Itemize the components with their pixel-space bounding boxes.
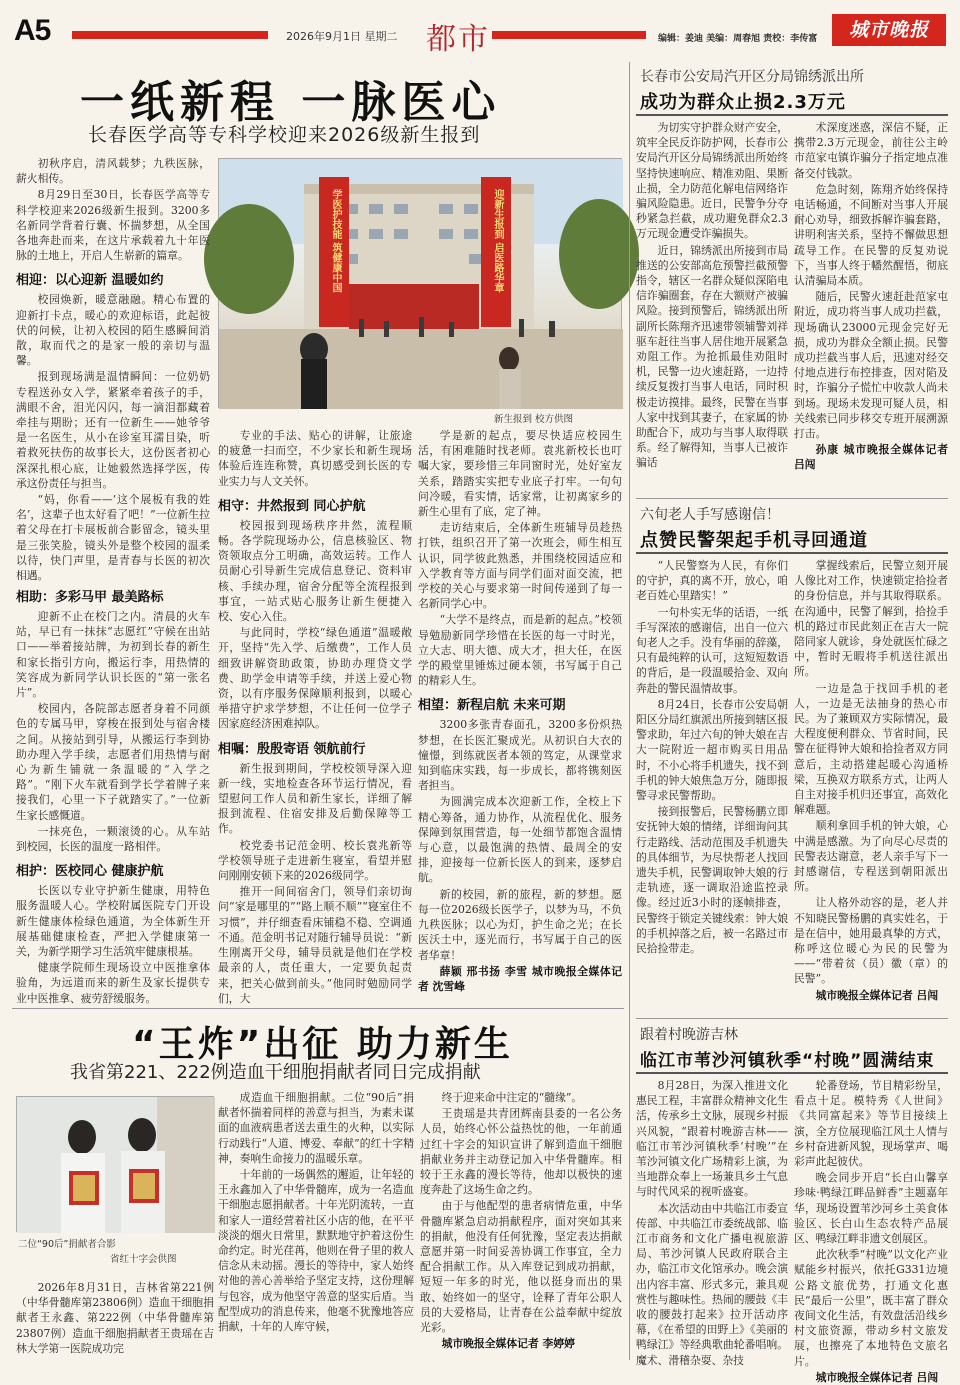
paragraph: 校园焕新，暖意融融。精心布置的迎新打卡点，暖心的欢迎标语，此起彼伏的问候，让初入校园的陌生感瞬间消散，取而代之的是家一般的亲切与温馨。 bbox=[16, 293, 210, 368]
subheading: 相嘱：殷殷寄语 领航前行 bbox=[218, 741, 366, 757]
paragraph: 王贵瑶是共青团辉南县委的一名公务人员，始终心怀公益热忱的他，一年前通过红十字会的知识宣讲了解到造血干细胞捐献业务并主动登记加入中华骨髓库。相较于王永鑫的漫长等待，他却以极快的速度奔赴了这场生命之约。 bbox=[420, 1107, 622, 1197]
section-name: 都市 bbox=[426, 22, 490, 57]
main-photo-caption: 新生报到 校方供图 bbox=[494, 414, 574, 425]
paragraph: 让人格外动容的是，老人并不知晓民警杨鹏的真实姓名，于是在信中，她用最真挚的方式，称呼这位暖心为民的民警为——“带着贫（员）徽（章）的民警”。 bbox=[794, 896, 948, 986]
paragraph: 十年前的一场偶然的邂逅，让年轻的王永鑫加入了中华骨髓库，成为一名造血干细胞志愿捐献者。十年光阴流转，一直和家人一道经营着社区小店的他，在平平淡淡的烟火日常里，默默地守护着这份生命约定。时光荏苒，他则在骨子里的救人信念从未动摇。漫长的等待中，家人始终对他的善心善举给予坚定支持，这份理解与包容，成为他坚守善意的坚实后盾。当配型成功的消息传来，他毫不犹豫地答应捐献，十年的人库守候， bbox=[218, 1168, 414, 1334]
subheading: 相守：井然报到 同心护航 bbox=[218, 498, 366, 514]
divider bbox=[636, 1018, 948, 1019]
bottom-photo-credit: 省红十字会供图 bbox=[110, 1254, 177, 1265]
main-column-1 bbox=[16, 156, 210, 596]
right1-kicker: 长春市公安局汽开区分局锦绣派出所 bbox=[640, 69, 864, 85]
paragraph: 终于迎来命中注定的“髓缘”。 bbox=[441, 1091, 583, 1104]
paragraph: 新生报到期间，学校校领导深入迎新一线，实地检查各环节运行情况，看望慰问工作人员和新生家长，详细了解报到流程、住宿安排及后勤保障等工作。 bbox=[218, 761, 412, 836]
byline: 城市晚报全媒体记者 李婷婷 bbox=[441, 1337, 575, 1351]
paragraph: 顺利拿回手机的钟大娘，心中满是感激。为了向尽心尽责的民警表达谢意，老人亲手写下一封感谢信，专程送到朝阳派出所。 bbox=[794, 819, 948, 894]
right1-column-b bbox=[794, 120, 948, 492]
paragraph: 一抹亮色，一颗滚烫的心。从车站到校园，长医的温度一路相伴。 bbox=[16, 824, 210, 854]
campus-photo-illustration bbox=[219, 159, 623, 409]
main-headline: 一纸新程 一脉医心 bbox=[80, 77, 502, 128]
paragraph: 健康学院师生现场设立中医推拿体验角，为远道而来的新生及家长提供专业中医推拿、疲劳舒缓服务。 bbox=[16, 961, 210, 1005]
paragraph: 推开一间间宿舍门，领导们亲切询问“家是哪里的”“路上顺不顺”“寝室住不习惯”，并仔细查看床铺稳不稳、空调通不通。范金明书记对随行辅导员说：“新生刚离开父母，辅导员就是他们在学校最亲的人，责任重大，一定要负起责来，把关心做到前头。”他同时勉励同学们，大 bbox=[218, 885, 412, 1005]
bottom-headline: “王炸”出征 助力新生 bbox=[132, 1024, 513, 1065]
byline: 城市晚报全媒体记者 吕闯 bbox=[815, 1370, 939, 1384]
page-header bbox=[0, 0, 960, 60]
paragraph: 随后，民警火速赶赴范家屯附近，成功将当事人成功拦截，现场确认23000元现金完好无损，成功为群众全额止损。民警成功拦截当事人后，迅速对经交付地点进行布控排查，因对陷及时，诈骗分子慌忙中收款人尚未到场。现场未发现可疑人员，相关线索已同步移交专班开展溯源打击。 bbox=[794, 290, 948, 441]
bottom-column-1 bbox=[16, 1280, 214, 1360]
column-divider bbox=[629, 62, 630, 1360]
paragraph: 新的校园，新的旅程，新的梦想。愿每一位2026级长医学子，以梦为马，不负九秩医脉；以心为灯，护生命之光；在长医沃土中，逐光而行，书写属于自己的医者华章！ bbox=[418, 887, 622, 962]
banner-left: 学医护技能 筑健康中国 bbox=[330, 189, 341, 293]
paragraph: 为切实守护群众财产安全，筑牢全民反诈防护网，长春市公安局汽开区分局锦绣派出所始终坚持快速响应、精准劝阻、果断止损，全力防范化解电信网络诈骗风险隐患。近日，民警争分夺秒紧急拦截，成功避免群众2.3万元现金遭受诈骗损失。 bbox=[636, 121, 788, 241]
subheading: 相迎：以心迎新 温暖如约 bbox=[16, 273, 164, 289]
paragraph: 8月28日，为深入推进文化惠民工程，丰富群众精神文化生活，传承乡土文脉，展现乡村振兴风貌，“跟着村晚游吉林——临江市苇沙河镇秋季‘村晚’”在苇沙河镇文化广场精彩上演，为当地群众奉上一场兼具乡土气息与时代风采的视听盛宴。 bbox=[636, 1079, 788, 1199]
subheading: 相护：医校同心 健康护航 bbox=[16, 864, 164, 880]
right1-headline: 成功为群众止损2.3万元 bbox=[640, 92, 846, 113]
donors-photo-illustration bbox=[17, 1097, 215, 1233]
right2-kicker: 六旬老人手写感谢信！ bbox=[640, 507, 780, 523]
paragraph: 此次秋季“村晚”以文化产业赋能乡村振兴，依托G331边境公路文旅优势，打通文化惠民“最后一公里”，既丰富了群众夜间文化生活，有效盘活沿线乡村文旅资源，带动乡村文旅发展，也擦亮了本地特色文旅名片。 bbox=[794, 1248, 948, 1368]
paragraph: 晚会同步开启“长白山馨享珍味·鸭绿江畔品鲜香”主题嘉年华，现场设置苇沙河乡土美食体验区、长白山生态农特产品展区、鸭绿江畔非遗文创展区。 bbox=[794, 1171, 948, 1246]
header-red-bar-right bbox=[492, 31, 646, 39]
paragraph: 掌握线索后，民警立刻开展人像比对工作，快速锁定拾捡者的身份信息，并与其取得联系。在沟通中，民警了解到，拾捡手机的路过市民此刻正在吉大一院陪同家人就诊，身处就医忙碌之中，暂时无暇将手机送往派出所。 bbox=[794, 559, 948, 679]
paragraph: “大学不是终点，而是新的起点。”校领导勉励新同学珍惜在长医的每一寸时光，立大志、明大德、成大才，担大任，在医学的殿堂里锤炼过硬本领，书写属于自己的精彩人生。 bbox=[418, 613, 622, 688]
paragraph: 专业的手法、贴心的讲解，让旅途的疲惫一扫而空，不少家长和新生现场体验后连连称赞，真切感受到长医的专业实力与人文关怀。 bbox=[218, 429, 412, 488]
right2-column-b bbox=[794, 558, 948, 1018]
newspaper-logo: 城市晚报 bbox=[832, 14, 946, 46]
byline: 薛颖 邢书扬 李雪 城市晚报全媒体记者 沈雪峰 bbox=[418, 964, 622, 993]
editor-credits: 编辑：姜迪 美编：周春旭 责校：李传富 bbox=[658, 34, 818, 44]
right2-column-a bbox=[636, 558, 788, 1018]
issue-date: 2026年9月1日 星期二 bbox=[286, 30, 398, 43]
bottom-photo-caption: 二位“90后”捐献者合影 bbox=[18, 1239, 116, 1250]
paragraph: “妈，你看——‘这个展板有我的姓名’，这辈子也太好看了吧！”一位新生拉着父母在打卡展板前合影留念，镜头里是三张笑脸，镜头外是整个校园的温柔以待，快门声里，是青春与长医的初次相遇。 bbox=[16, 493, 210, 583]
paragraph: 迎新不止在校门之内。清晨的火车站，早已有一抹抹“志愿红”守候在出站口——举着接站牌，为初到长春的新生和家长指引方向，搬运行李，用热情的笑容成为新同学认识长医的“第一张名片”。 bbox=[16, 610, 210, 700]
byline: 孙康 城市晚报全媒体记者 吕闯 bbox=[794, 443, 948, 472]
paragraph: 与此同时，学校“绿色通道”温暖敞开，坚持“先入学、后缴费”，工作人员细致讲解资助政策，协助办理贷文学费、助学金申请等手续，并送上爱心物资，以有序服务保障顺利报到，以暖心举措守护求学梦想，不让任何一位学子因家庭经济困难掉队。 bbox=[218, 626, 412, 731]
main-subhead: 长春医学高等专科学校迎来2026级新生报到 bbox=[88, 124, 481, 146]
paragraph: 校园内，各院部志愿者身着不同颜色的专属马甲，穿梭在报到处与宿舍楼之间。从接站到引导，从搬运行李到协助办理入学手续，志愿者们用热情与耐心为新生铺就一条温暖的“入学之路”。“刚下火车就看到学长学着牌子来接我们，心里一下子就踏实了。”一位新生家长感慨道。 bbox=[16, 702, 210, 822]
paragraph: 报到现场满是温情瞬间：一位奶奶专程送孙女入学，紧紧牵着孩子的手，满眼不舍，泪光闪闪，每一滴泪都藏着牵挂与期盼；还有一位新生——她爷爷是一名医生，从小在诊室耳濡目染，听着救死扶伤的故事长大，这份医者初心深深扎根心底，让她毅然选择学医，传承这份责任与担当。 bbox=[16, 370, 210, 490]
divider bbox=[636, 1072, 948, 1074]
main-column-2 bbox=[218, 428, 412, 1005]
paragraph: 2026年8月31日，吉林省第221例（中华骨髓库第23806例）造血干细胞捐献者王永鑫、第222例（中华骨髓库第23807例）造血干细胞捐献者王贵瑶在吉林大学第一医院成功完 bbox=[16, 1281, 214, 1355]
banner-right: 迎新生报到 启医路华章 bbox=[492, 189, 503, 293]
paragraph: 3200多张青春面孔，3200多份炽热梦想，在长医汇聚成光。从初识白大衣的憧憬，到练就医者本领的笃定，从课堂求知到临床实践，每一步成长，都将镌刻医者担当。 bbox=[418, 718, 622, 793]
paragraph: 校党委书记范金明、校长袁兆新等学校领导班子走进新生寝室，看望并慰问刚刚安顿下来的2026级同学。 bbox=[218, 838, 412, 883]
donors-photo bbox=[16, 1096, 214, 1232]
divider bbox=[636, 114, 948, 116]
paragraph: 长医以专业守护新生健康，用特色服务温暖人心。学校附属医院专门开设新生健康体检绿色通道，为全体新生开展基础健康检查，严把入学健康第一关，为新学期学习生活筑牢健康根基。 bbox=[16, 884, 210, 959]
paragraph: 8月24日，长春市公安局朝阳区分局红旗派出所接到辖区报警求助，年过六旬的钟大娘在吉大一院附近一超市购买日用品时，不小心将手机遗失，找不到手机的钟大娘焦急万分，随即报警寻求民警帮助。 bbox=[636, 697, 788, 803]
subheading: 相助：多彩马甲 最美路标 bbox=[16, 590, 164, 605]
right3-column-a bbox=[636, 1078, 788, 1367]
paragraph: 术深度迷惑，深信不疑，正携带2.3万元现金，前往公主岭市范家屯镇诈骗分子指定地点准备交付钱款。 bbox=[794, 121, 948, 180]
paragraph: 一边是急于找回手机的老人，一边是无法抽身的热心市民。为了兼顾双方实际情况，最大程度便利群众、节省时间，民警在征得钟大娘和拾捡者双方同意后，主动搭建起暖心沟通桥梁，互换双方联系方式，让两人自主对接手机归还事宜，高效化解难题。 bbox=[794, 681, 948, 817]
right3-column-b bbox=[794, 1078, 948, 1384]
paragraph: 近日，锦绣派出所接到市局推送的公安部高危预警拦截预警指令，辖区一名群众疑似深陷电信诈骗圈套，存在大额财产被骗风险。接到预警后，锦绣派出所副所长陈翔齐迅速带领辅警刘祥驱车赶往当事人居住地开展紧急劝阻工作。为抢抓最佳劝阻时机，民警一边火速赶路，一边持续反复拨打当事人电话，同时积极走访摸排。最终，民警在当事人家中找到其妻子，在家属的协助配合下，成功与当事人取得联系。经了解得知，当事人已被诈骗话 bbox=[636, 243, 788, 470]
paragraph: 初秋序启，清风载梦；九秩医脉，薪火相传。 bbox=[16, 157, 210, 186]
main-column-1b bbox=[16, 580, 210, 1005]
divider bbox=[636, 498, 948, 499]
paragraph: 危急时刻，陈翔齐始终保持电话畅通，不间断对当事人开展耐心劝导，细致拆解诈骗套路，讲明利害关系，坚持不懈做思想疏导工作。在民警的反复劝说下，当事人终于幡然醒悟，彻底认清骗局本质。 bbox=[794, 182, 948, 288]
right1-column-a bbox=[636, 120, 788, 492]
right2-headline: 点赞民警架起手机寻回通道 bbox=[640, 530, 868, 551]
divider bbox=[636, 552, 948, 554]
paragraph: 一句朴实无华的话语，一纸手写深浓的感谢信，出自一位六旬老人之手。没有华丽的辞藻，只有最纯粹的认可，这短短数语的背后，是一段温暖拾金、双向奔赴的警民温情故事。 bbox=[636, 605, 788, 695]
paragraph: 校园报到现场秩序井然，流程顺畅。各学院现场办公，信息核验区、物资领取点分工明确，高效运转。工作人员耐心引导新生完成信息登记、资料审核、手续办理，宿舍分配等全流程报到事宜，一站式贴心服务让新生便捷入校、安心入住。 bbox=[218, 518, 412, 624]
bottom-subhead: 我省第221、222例造血干细胞捐献者同日完成捐献 bbox=[70, 1062, 481, 1083]
main-column-3 bbox=[418, 428, 622, 1000]
paragraph: 学是新的起点，要尽快适应校园生活，有困难随时找老师。袁兆新校长也叮嘱大家，要珍惜三年同窗时光，处好室友关系，踏踏实实把专业底子打牢。一句句问冷暖，看实情，话家常，让初离家乡的新生心里有了底，定了神。 bbox=[418, 429, 622, 519]
paragraph: 8月29日至30日，长春医学高等专科学校迎来2026级新生报到。3200多名新同学背着行囊、怀揣梦想，从全国各地奔赴而来，在这片承载着九十年医脉的土地上，开启人生崭新的篇章。 bbox=[16, 188, 210, 263]
paragraph: 为圆满完成本次迎新工作，全校上下精心筹备，通力协作，从流程优化、服务保障到氛围营造，每一处细节都饱含温情与心意，以最饱满的热情、最周全的安排，迎接每一位新长医人的到来，逐梦启航。 bbox=[418, 795, 622, 885]
right3-kicker: 跟着村晚游吉林 bbox=[640, 1027, 738, 1043]
header-red-bar-left bbox=[72, 31, 268, 39]
paragraph: 本次活动由中共临江市委宣传部、中共临江市委统战部、临江市商务和文化广播电视旅游局、苇沙河镇人民政府联合主办，临江市文化馆承办。晚会演出内容丰富、形式多元，兼具观赏性与趣味性。热闹的腰鼓《丰收的腰鼓打起来》拉开活动序幕，《在希望的田野上》《美丽的鸭绿江》等经典歌曲轮番唱响。魔术、滑稽杂耍、杂技 bbox=[636, 1201, 788, 1367]
paragraph: “人民警察为人民，有你们的守护，真的离不开，放心，咱老百姓心里踏实！” bbox=[636, 559, 788, 603]
right3-headline: 临江市苇沙河镇秋季“村晚”圆满结束 bbox=[640, 1051, 935, 1071]
page-number: A5 bbox=[14, 14, 51, 47]
byline: 城市晚报全媒体记者 吕闯 bbox=[815, 988, 939, 1002]
paragraph: 轮番登场，节目精彩纷呈，看点十足。模特秀《人世间》《共同富起来》等节目接续上演，全方位展现临江风土人情与乡村奋进新风貌，现场掌声、喝彩声此起彼伏。 bbox=[794, 1079, 948, 1169]
subheading: 相望：新程启航 未来可期 bbox=[418, 698, 566, 714]
divider bbox=[12, 1008, 624, 1009]
paragraph: 成造血干细胞捐献。二位“90后”捐献者怀揣着同样的善意与担当，为素未谋面的血液病患者送去重生的火种，以实际行动践行“人道、博爱、奉献”的红十字精神，奏响生命接力的温暖乐章。 bbox=[218, 1091, 414, 1165]
paragraph: 走访结束后，全体新生班辅导员趁热打铁，组织召开了第一次班会，师生相互认识，同学彼此熟悉，并围绕校园适应和入学教育等方面与同学们面对面交流，把学校的关心与要求第一时间传递到了每一名新同学心中。 bbox=[418, 521, 622, 611]
bottom-column-2 bbox=[218, 1090, 414, 1360]
main-photo bbox=[218, 158, 622, 408]
paragraph: 由于与他配型的患者病情危重，中华骨髓库紧急启动捐献程序，面对突如其来的捐献，他没有任何犹豫，坚定表达捐献意愿并第一时间妥善协调工作事宜，全力配合捐献工作。从入库登记到成功捐献，短短一年多的时光，他以挺身而出的果敢、始终如一的坚守，诠释了青年公职人员的大爱格局，让青春在公益奉献中绽放光彩。 bbox=[420, 1199, 622, 1335]
paragraph: 接到报警后，民警杨鹏立即安抚钟大娘的情绪，详细询问其行走路线、活动范围及手机遗失的具体细节，为尽快帮老人找回遗失手机，民警调取钟大娘的行走轨迹，逐一调取沿途监控录像。经过近3小时的逐帧排查，民警终于锁定关键线索：钟大娘的手机掉落之后，被一名路过市民拾捡带走。 bbox=[636, 805, 788, 956]
bottom-column-3 bbox=[420, 1090, 622, 1360]
